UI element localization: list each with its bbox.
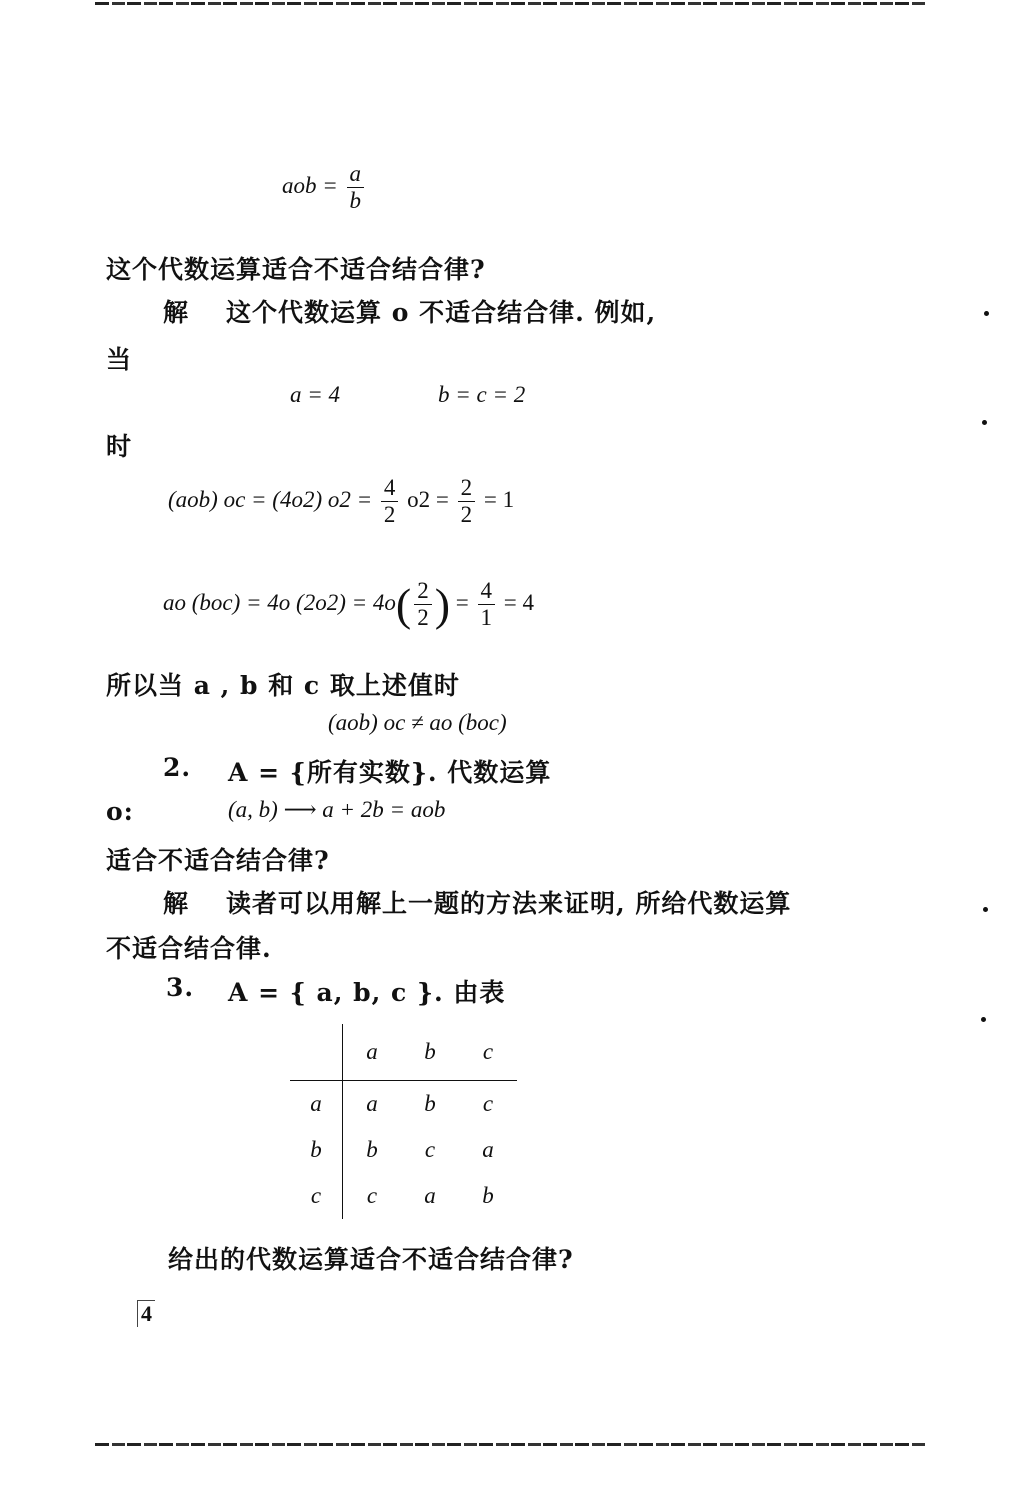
solution-2-line-2: 不适合结合律.	[106, 934, 272, 963]
calc1-mid: o2 =	[407, 486, 449, 512]
table-row-header: a	[290, 1081, 343, 1128]
solution-1-text: 这个代数运算 o 不适合结合律. 例如,	[226, 298, 657, 327]
calc2-rhs: = 4	[503, 589, 535, 615]
table-header-row	[290, 1024, 517, 1081]
definition-formula	[282, 162, 367, 213]
fraction-numerator: 4	[383, 475, 396, 500]
problem-3-text: A = { a, b, c }. 由表	[228, 978, 506, 1007]
fraction	[381, 476, 399, 527]
table-cell: a	[482, 1137, 494, 1162]
operation-table	[290, 1024, 517, 1219]
fraction	[347, 162, 365, 213]
calculation-2	[163, 578, 534, 631]
table-cell: b	[482, 1183, 494, 1208]
table-row-header: b	[290, 1127, 343, 1173]
problem-3-number: 3.	[166, 973, 195, 1002]
question-1: 这个代数运算适合不适合结合律?	[106, 255, 486, 284]
fraction-denominator: 2	[381, 501, 399, 527]
table-header-cell: b	[401, 1024, 459, 1081]
problem-2-text: A = {所有实数}. 代数运算	[228, 758, 552, 787]
problem-2-question: 适合不适合结合律?	[106, 846, 330, 875]
fraction-denominator: 1	[478, 604, 496, 630]
conclusion-text: 所以当 a , b 和 c 取上述值时	[106, 671, 460, 700]
calc1-lhs: (aob) oc = (4o2) o2 =	[168, 486, 373, 512]
table-header-cell: a	[343, 1024, 402, 1081]
calc1-rhs: = 1	[483, 486, 515, 512]
then-word: 时	[106, 432, 133, 461]
fraction-numerator: 4	[480, 577, 493, 603]
table-cell: a	[424, 1183, 436, 1208]
solution-2-label: 解	[163, 889, 190, 918]
table-cell: a	[366, 1091, 378, 1116]
problem-2-number: 2.	[163, 753, 192, 782]
value-a: a = 4	[290, 382, 341, 407]
table-row	[290, 1127, 517, 1173]
fraction-numerator: 2	[460, 475, 473, 500]
fraction-numerator: a	[349, 161, 362, 186]
when-word: 当	[106, 345, 133, 374]
scan-speck	[984, 311, 989, 316]
table-cell: c	[366, 1183, 378, 1208]
table-row-header: c	[290, 1173, 343, 1219]
table-cell: b	[424, 1091, 436, 1116]
problem-3-question: 给出的代数运算适合不适合结合律?	[168, 1245, 574, 1274]
fraction-numerator: 2	[417, 577, 429, 603]
fraction-denominator: 2	[458, 501, 476, 527]
inequality: (aob) oc ≠ ao (boc)	[328, 710, 507, 735]
bottom-scan-border	[95, 1443, 925, 1446]
table-cell: c	[482, 1091, 494, 1116]
fraction	[414, 579, 432, 630]
scan-speck	[982, 420, 987, 425]
calc2-eq: =	[455, 589, 469, 615]
operation-label: o:	[106, 797, 134, 826]
operation-table-grid	[290, 1024, 517, 1219]
calc2-lhs: ao (boc) = 4o (2o2) = 4o	[163, 589, 396, 615]
scan-speck	[981, 1017, 986, 1022]
operation-mapping: (a, b) ⟶ a + 2b = aob	[228, 797, 446, 822]
solution-1-label: 解	[163, 298, 190, 327]
table-corner-cell	[290, 1024, 343, 1081]
table-cell: b	[366, 1137, 378, 1162]
table-row	[290, 1081, 517, 1128]
page-number: 4	[137, 1300, 155, 1327]
fraction-denominator: 2	[414, 604, 432, 630]
table-row	[290, 1173, 517, 1219]
left-paren: (	[395, 579, 412, 630]
top-scan-border	[95, 2, 925, 5]
solution-2-line-1: 读者可以用解上一题的方法来证明, 所给代数运算	[226, 889, 792, 918]
table-header-cell: c	[459, 1024, 517, 1081]
right-paren: )	[434, 579, 451, 630]
calculation-1	[168, 476, 514, 527]
scan-speck	[983, 907, 988, 912]
fraction	[458, 476, 476, 527]
fraction-denominator: b	[347, 187, 365, 213]
table-cell: c	[424, 1137, 436, 1162]
fraction	[478, 579, 496, 630]
formula-lhs: aob =	[282, 172, 338, 198]
value-bc: b = c = 2	[438, 382, 526, 407]
